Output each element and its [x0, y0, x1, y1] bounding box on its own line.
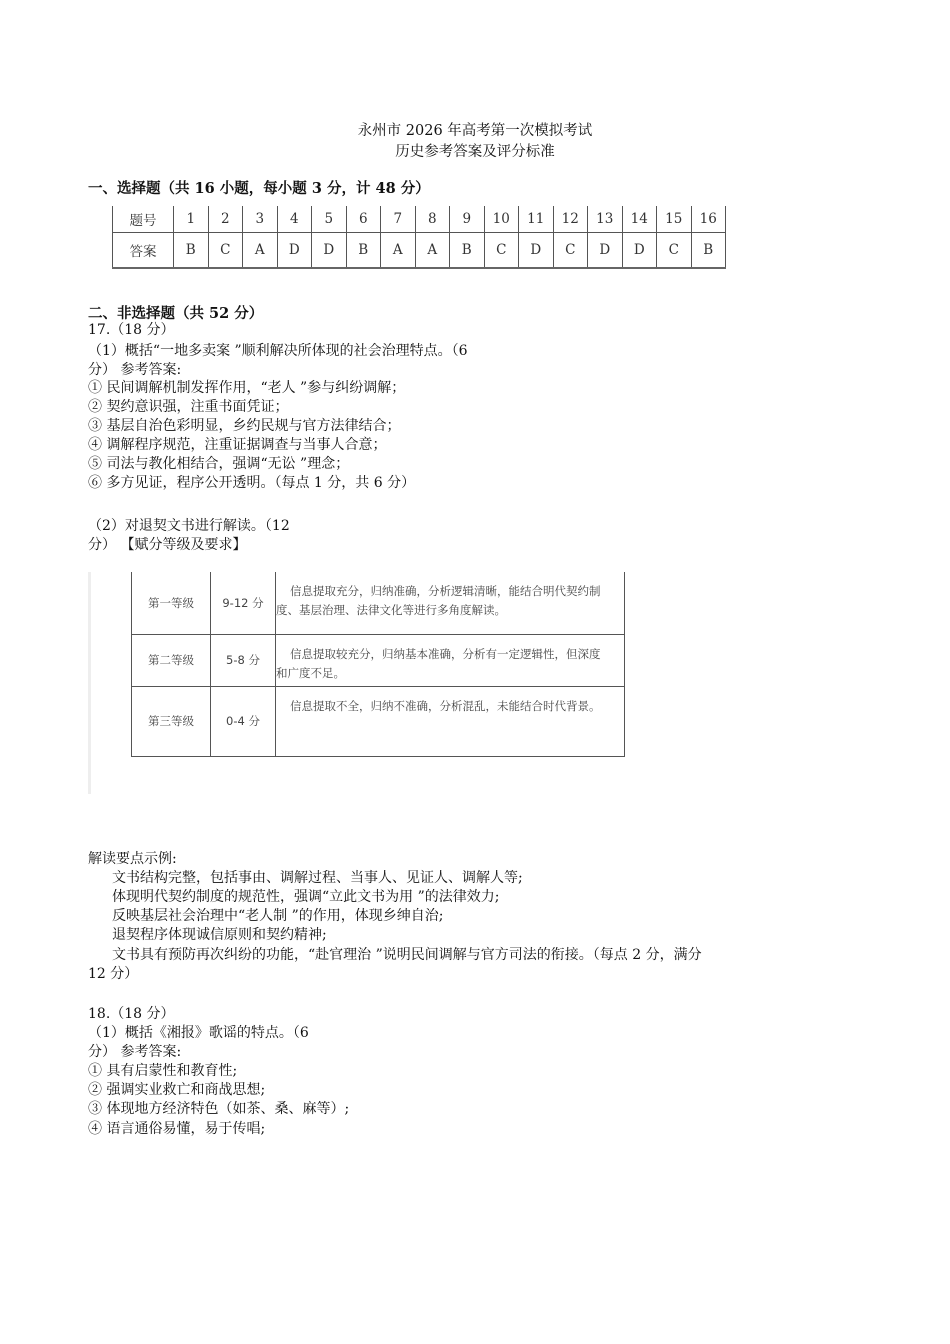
- grade-table-image: [88, 572, 631, 794]
- answer-cell: B: [691, 233, 726, 269]
- q17-example: 体现明代契约制度的规范性，强调“立此文书为用 ”的法律效力;: [112, 889, 500, 905]
- q18-point: ③ 体现地方经济特色（如茶、桑、麻等）;: [88, 1101, 350, 1117]
- grade-score: 5-8 分: [211, 634, 276, 686]
- doc-subtitle: 历史参考答案及评分标准: [395, 144, 555, 160]
- question-number: 6: [346, 206, 381, 233]
- grade-row: [132, 572, 625, 634]
- q18-part1-prompt: （1）概括《湘报》歌谣的特点。（6: [88, 1025, 309, 1041]
- q17-example: 反映基层社会治理中“老人制 ”的作用，体现乡绅自治;: [112, 908, 444, 924]
- answer-cell: A: [381, 233, 416, 269]
- q17-point: ⑤ 司法与教化相结合，强调“无讼 ”理念；: [88, 456, 350, 472]
- grade-row: [132, 634, 625, 686]
- question-number: 9: [450, 206, 485, 233]
- doc-title: 永州市 2026 年高考第一次模拟考试: [357, 123, 593, 139]
- q17-example: 退契程序体现诚信原则和契约精神;: [112, 927, 327, 943]
- answer-cell: C: [484, 233, 519, 269]
- q18-point: ② 强调实业救亡和商战思想;: [88, 1082, 266, 1098]
- section2-heading: 二、非选择题（共 52 分）: [88, 305, 264, 322]
- row-label-answer: 答案: [113, 233, 174, 269]
- q18-point: ① 具有启蒙性和教育性;: [88, 1063, 238, 1079]
- answer-cell: A: [243, 233, 278, 269]
- q17-part1-prompt: （1）概括“一地多卖案 ”顺利解决所体现的社会治理特点。（6: [88, 343, 468, 359]
- answer-cell: C: [553, 233, 588, 269]
- grade-level: 第二等级: [132, 634, 211, 686]
- answer-cell: D: [519, 233, 554, 269]
- grade-description: [276, 686, 625, 756]
- grade-description-line: 信息提取较充分，归纳基本准确，分析有一定逻辑性，但深度: [290, 646, 601, 661]
- q18-part1-prompt-cont: 分） 参考答案:: [88, 1044, 182, 1060]
- answer-cell: A: [415, 233, 450, 269]
- question-number: 10: [484, 206, 519, 233]
- grade-level: 第一等级: [132, 572, 211, 634]
- q17-point: ① 民间调解机制发挥作用，“老人 ”参与纠纷调解；: [88, 380, 406, 396]
- q17-point: ② 契约意识强，注重书面凭证；: [88, 399, 289, 415]
- grade-description: [276, 572, 625, 634]
- q17-example-tail: 12 分）: [88, 966, 139, 982]
- answer-table-number-row: [113, 206, 726, 233]
- section1-heading: 一、选择题（共 16 小题，每小题 3 分，计 48 分）: [88, 180, 430, 197]
- q17-point: ③ 基层自治色彩明显，乡约民规与官方法律结合；: [88, 418, 401, 434]
- question-number: 8: [415, 206, 450, 233]
- question-number: 5: [312, 206, 347, 233]
- answer-cell: D: [277, 233, 312, 269]
- q17-example: 文书具有预防再次纠纷的功能，“赴官理治 ”说明民间调解与官方司法的衔接。（每点 2 分，满分: [112, 947, 702, 963]
- answer-cell: C: [208, 233, 243, 269]
- answer-table-answer-row: [113, 233, 726, 269]
- question-number: 15: [657, 206, 692, 233]
- q17-part1-prompt-cont: 分） 参考答案:: [88, 362, 182, 378]
- q17-example: 文书结构完整，包括事由、调解过程、当事人、见证人、调解人等;: [112, 870, 523, 886]
- grade-description-line: 信息提取充分，归纳准确，分析逻辑清晰，能结合明代契约制: [290, 584, 601, 598]
- answer-cell: D: [312, 233, 347, 269]
- q17-point: ④ 调解程序规范，注重证据调查与当事人合意；: [88, 437, 387, 453]
- answer-cell: C: [657, 233, 692, 269]
- question-number: 11: [519, 206, 554, 233]
- q17-example-heading: 解读要点示例:: [88, 851, 177, 867]
- grade-description-line: 和广度不足。: [276, 665, 345, 680]
- q18-point: ④ 语言通俗易懂，易于传唱;: [88, 1121, 266, 1137]
- answer-table: [112, 206, 726, 269]
- question-number: 1: [174, 206, 209, 233]
- grade-description: [276, 634, 625, 686]
- question-number: 16: [691, 206, 726, 233]
- grade-level: 第三等级: [132, 686, 211, 756]
- q17-title: 17.（18 分）: [88, 322, 175, 338]
- question-number: 13: [588, 206, 623, 233]
- question-number: 3: [243, 206, 278, 233]
- grade-score: 0-4 分: [211, 686, 276, 756]
- q17-part2-prompt-cont: 分） 【赋分等级及要求】: [88, 537, 247, 553]
- grade-description-line: 信息提取不全，归纳不准确，分析混乱，未能结合时代背景。: [290, 698, 601, 713]
- q17-part2-prompt: （2）对退契文书进行解读。（12: [88, 518, 290, 534]
- question-number: 12: [553, 206, 588, 233]
- grade-score: 9-12 分: [211, 572, 276, 634]
- answer-cell: B: [450, 233, 485, 269]
- answer-cell: B: [346, 233, 381, 269]
- grade-row: [132, 686, 625, 756]
- grade-table: [131, 572, 625, 757]
- grade-description-line: 度、基层治理、法律文化等进行多角度解读。: [276, 603, 506, 617]
- q17-point: ⑥ 多方见证，程序公开透明。（每点 1 分，共 6 分）: [88, 475, 416, 491]
- q18-title: 18.（18 分）: [88, 1006, 175, 1022]
- question-number: 14: [622, 206, 657, 233]
- question-number: 7: [381, 206, 416, 233]
- row-label-number: 题号: [113, 206, 174, 233]
- answer-cell: D: [588, 233, 623, 269]
- answer-cell: B: [174, 233, 209, 269]
- question-number: 2: [208, 206, 243, 233]
- question-number: 4: [277, 206, 312, 233]
- answer-cell: D: [622, 233, 657, 269]
